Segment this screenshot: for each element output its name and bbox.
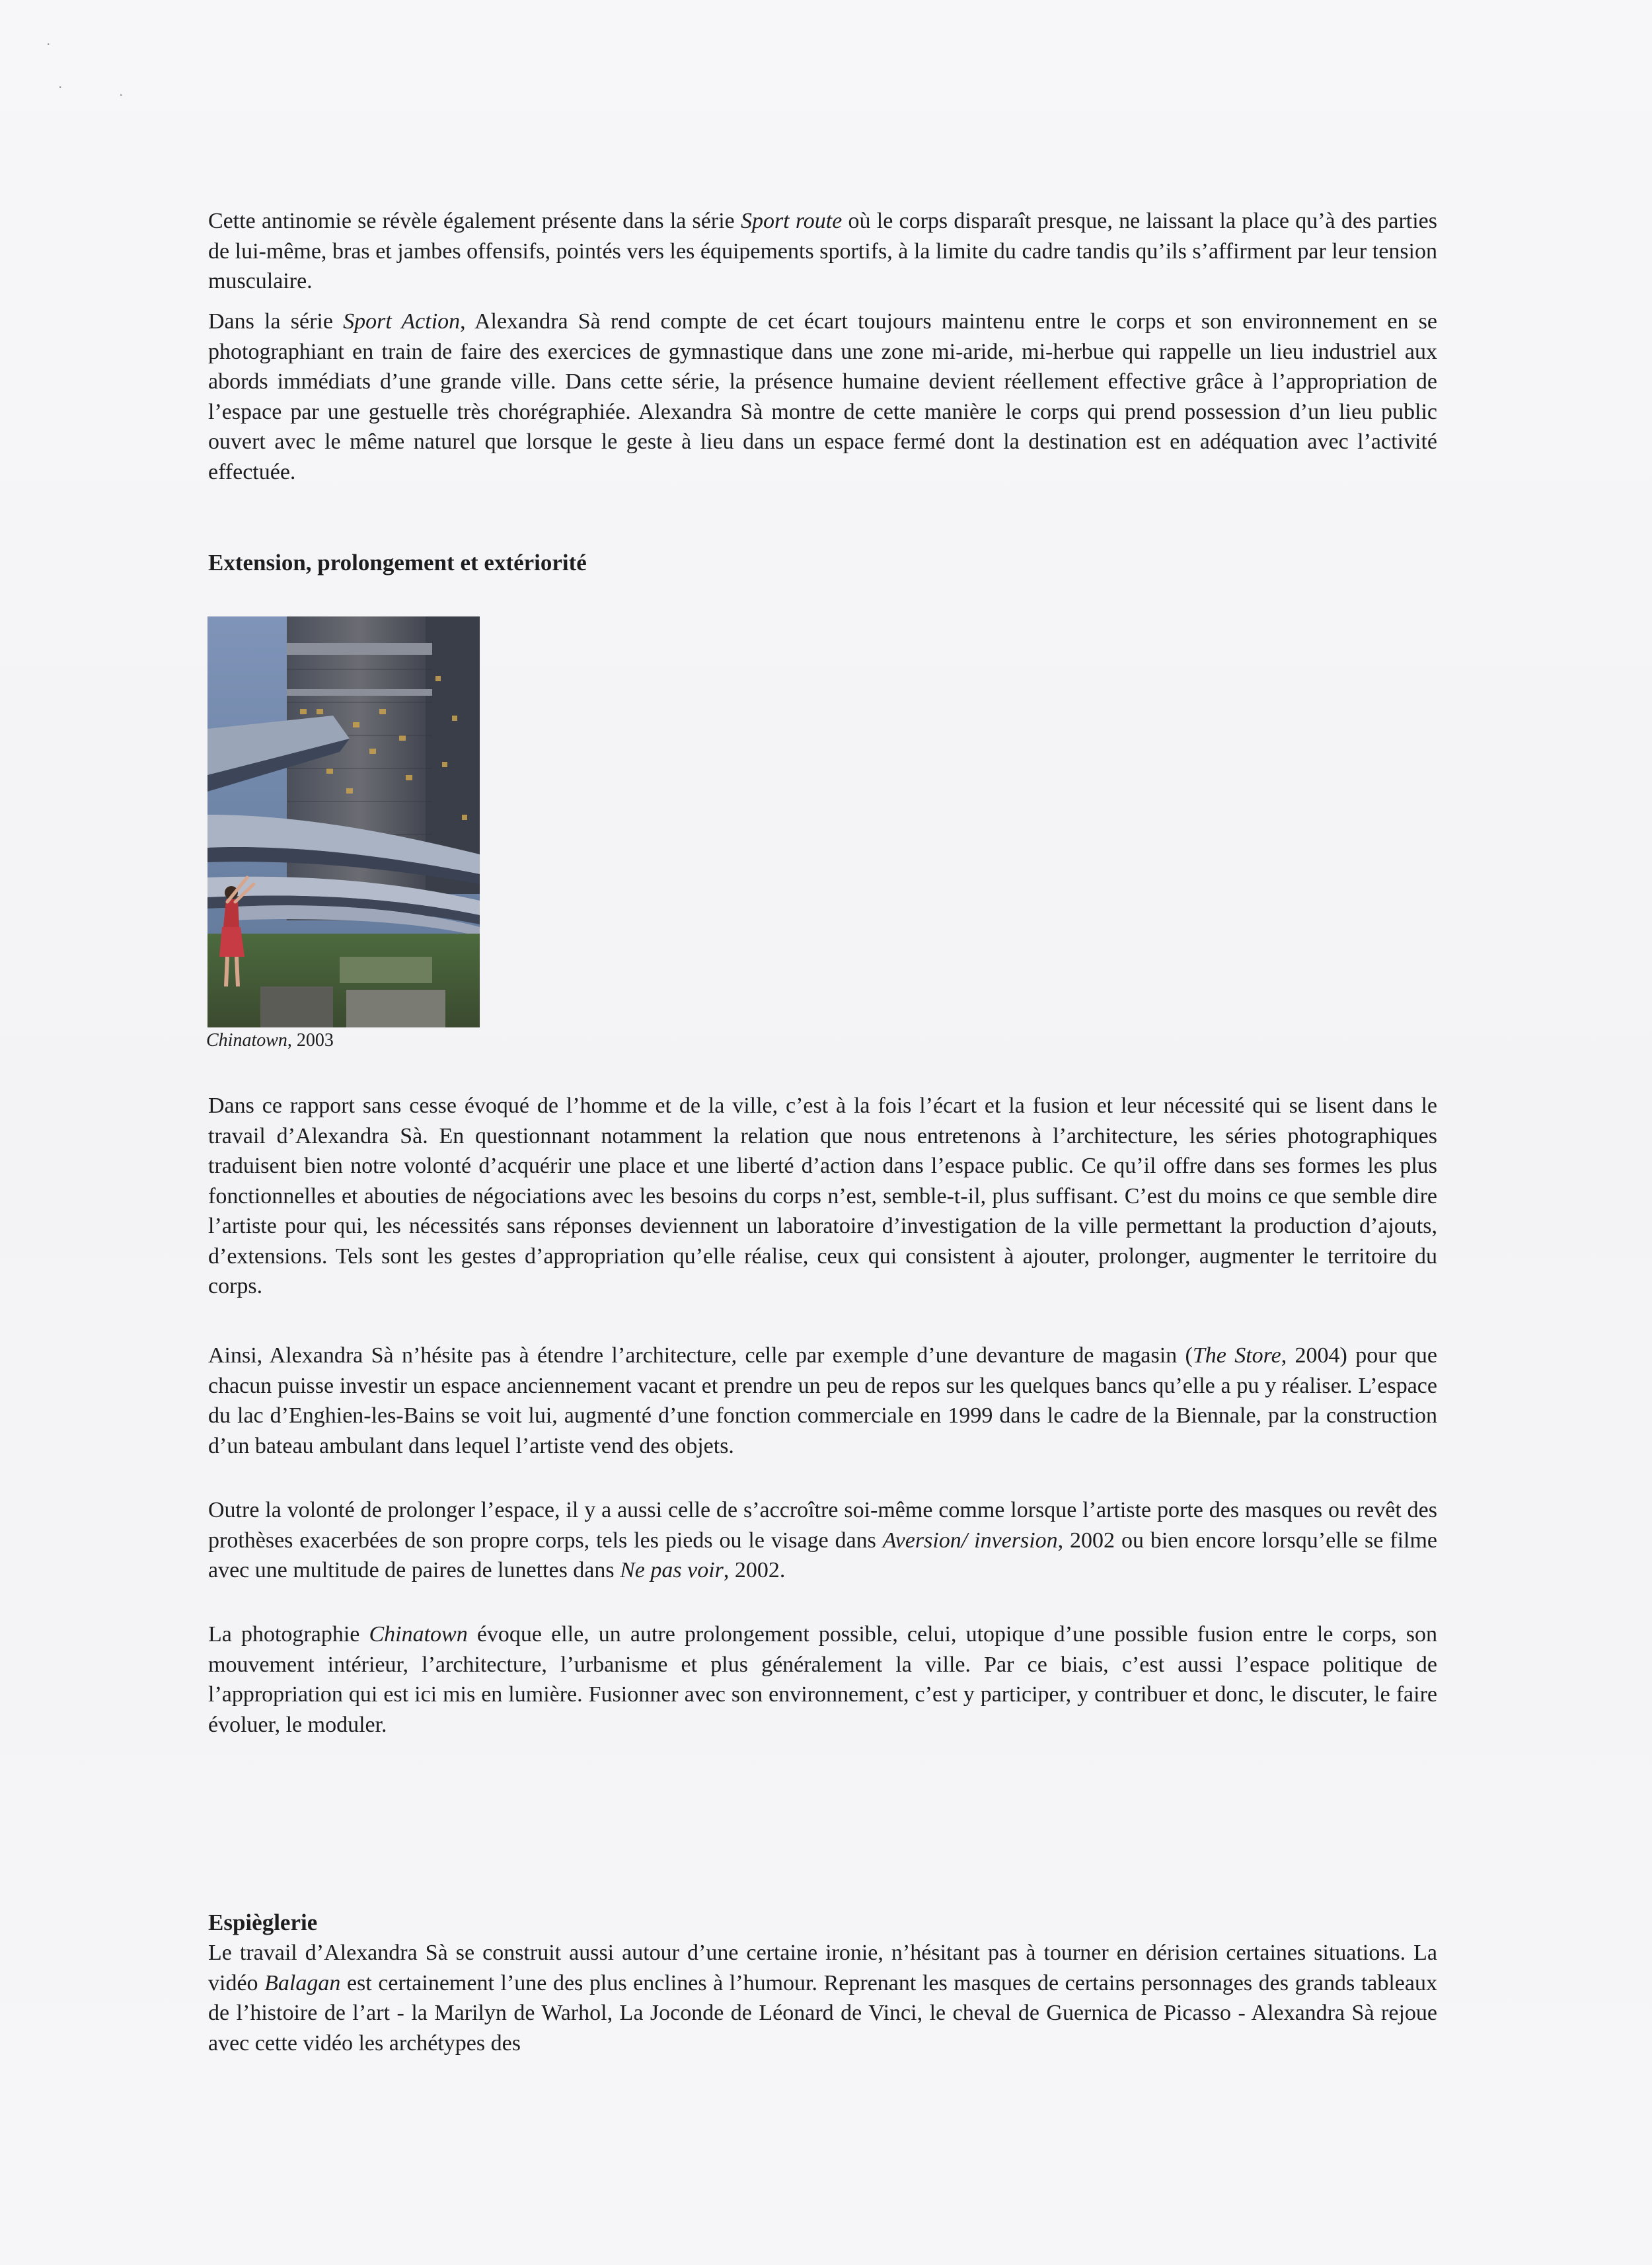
paragraph-text: La photographie	[208, 1622, 369, 1647]
scan-speck: ·	[46, 36, 51, 52]
paragraph-rapport-ville: Dans ce rapport sans cesse évoqué de l’homme et de la ville, c’est à la fois l’écart et la fusion et leur nécessité qui se lisent dans le travail d’Alexandra Sà. En questionnant notamment la relation que nous entretenons à l’architecture, les séries photographiques traduisent bien notre volonté d’acquérir une place et une liberté d’action dans l’espace public. Ce qu’il offre dans ses formes les plus fonctionnelles et abouties de négociations avec les besoins du corps n’est, semble-t-il, plus suffisant. C’est du moins ce que semble dire l’artiste pour qui, les nécessités sans réponses deviennent un laboratoire d’investigation de la ville permettant la production d’ajouts, d’extensions. Tels sont les gestes d’appropriation qu’elle réalise, ceux qui consistent à ajouter, prolonger, augmenter le territoire du corps.	[208, 1094, 1437, 1298]
section-heading-espieglerie: Espièglerie	[208, 1910, 318, 1935]
work-title: Chinatown	[369, 1622, 468, 1647]
paragraph-text: Dans la série	[208, 309, 344, 334]
paragraph-sport-action	[208, 307, 1437, 487]
section-heading-extension: Extension, prolongement et extériorité	[208, 550, 587, 576]
work-title: Sport Action	[343, 309, 461, 334]
caption-title: Chinatown	[206, 1030, 287, 1051]
work-title: The Store	[1192, 1343, 1281, 1368]
caption-year: , 2003	[287, 1030, 334, 1051]
photo-caption	[206, 1030, 334, 1051]
paragraph-text: Ainsi, Alexandra Sà n’hésite pas à étendre l’architecture, celle par exemple d’une devanture de magasin (	[208, 1343, 1193, 1368]
chinatown-photo	[207, 616, 480, 1027]
paragraph-text: Cette antinomie se révèle également présente dans la série	[208, 209, 741, 233]
paragraph-balagan	[208, 1938, 1437, 2058]
paragraph-text: , Alexandra Sà rend compte de cet écart toujours maintenu entre le corps et son environnement en se photographiant en train de faire des exercices de gymnastique dans une zone mi-aride, mi-herbue qui rappelle un lieu industriel aux abords immédiats d’une grande ville. Dans cette série, la présence humaine devient réellement effective grâce à l’appropriation de l’espace par une gestuelle très chorégraphiée. Alexandra Sà montre de cette manière le corps qui prend possession d’un lieu public ouvert avec le même naturel que lorsque le geste à lieu dans un espace fermé dont la destination est en adéquation avec l’activité effectuée.	[208, 309, 1437, 484]
paragraph-text: où le corps disparaît presque, ne laissant la place qu’à des parties de lui-même, bras et jambes offensifs, pointés vers les équipements sportifs, à la limite du cadre tandis qu’ils s’affirment par leur tension musculaire.	[208, 209, 1437, 293]
paragraph-text: évoque elle, un autre prolongement possible, celui, utopique d’une possible fusion entre le corps, son mouvement intérieur, l’architecture, l’urbanisme et plus généralement la ville. Par ce biais, c’est aussi l’espace politique de l’appropriation qui est ici mis en lumière. Fusionner avec son environnement, c’est y participer, y contribuer et donc, le discuter, le faire évoluer, le moduler.	[208, 1622, 1437, 1737]
paragraph-text: , 2004) pour que chacun puisse investir un espace anciennement vacant et prendre un peu de repos sur les quelques bancs qu’elle a pu y réaliser. L’espace du lac d’Enghien-les-Bains se voit lui, augmenté d’une fonction commerciale en 1999 dans le cadre de la Biennale, par la construction d’un bateau ambulant dans lequel l’artiste vend des objets.	[208, 1343, 1437, 1458]
paragraph-text: est certainement l’une des plus enclines à l’humour. Reprenant les masques de certains personnages des grands tableaux de l’histoire de l’art - la Marilyn de Warhol, La Joconde de Léonard de Vinci, le cheval de Guernica de Picasso - Alexandra Sà rejoue avec cette vidéo les archétypes des	[208, 1970, 1437, 2056]
paragraph-the-store	[208, 1341, 1437, 1461]
paragraph-sport-route	[208, 206, 1437, 297]
work-title: Sport route	[740, 209, 843, 233]
paragraph-chinatown	[208, 1619, 1437, 1740]
paragraph-text: Outre la volonté de prolonger l’espace, il y a aussi celle de s’accroître soi-même comme lorsque l’artiste porte des masques ou revêt des prothèses exacerbées de son propre corps, tels les pieds ou le visage dans	[208, 1498, 1437, 1553]
paragraph-text: , 2002.	[723, 1558, 786, 1582]
work-title: Balagan	[264, 1970, 341, 1995]
paragraph-text: Le travail d’Alexandra Sà se construit aussi autour d’une certaine ironie, n’hésitant pas à tourner en dérision certaines situations. La vidéo	[208, 1941, 1437, 1995]
paragraph-masques	[208, 1495, 1437, 1586]
scan-speck: ·	[58, 79, 63, 95]
work-title: Aversion/ inversion	[882, 1528, 1058, 1553]
scan-speck: ·	[119, 87, 124, 103]
work-title: Ne pas voir	[620, 1558, 724, 1582]
paragraph-text: , 2002 ou bien encore lorsqu’elle se filme avec une multitude de paires de lunettes dans	[208, 1528, 1438, 1582]
